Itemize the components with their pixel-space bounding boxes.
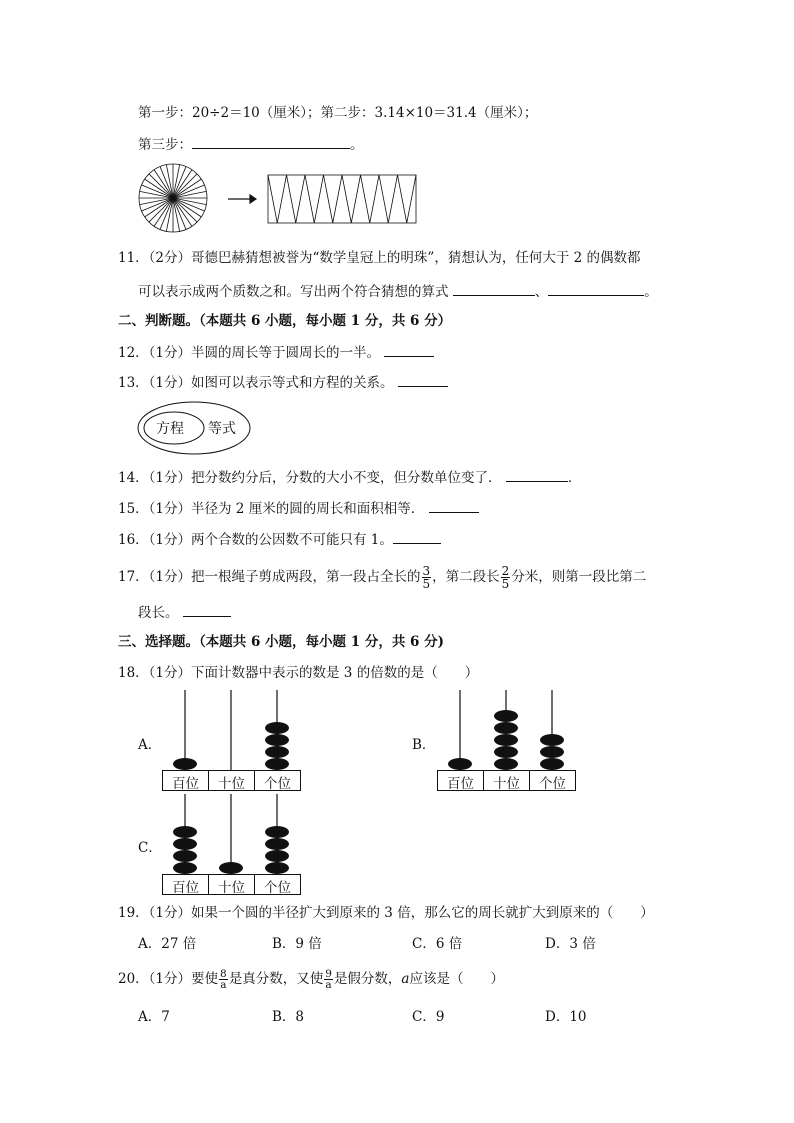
q11-blank-1 (453, 281, 535, 296)
q20-fraction-1: $\frac{8}{a}$ (220, 968, 227, 991)
q11-blank-2 (548, 281, 644, 296)
q18-option-c-label: C． (138, 840, 162, 856)
bead (173, 838, 197, 850)
inner-label: 方程 (156, 421, 184, 437)
abacus-a (162, 690, 304, 792)
q20-part4: 应该是（ ） (409, 971, 504, 987)
bead (173, 758, 197, 770)
q17-line2 (138, 602, 231, 623)
q20-part3: 是假分数， (333, 971, 402, 987)
bead (494, 746, 518, 758)
q18-option-a-label: A． (138, 737, 162, 753)
bead (265, 758, 289, 770)
place-ones: 个位 (264, 880, 291, 896)
q20-fraction-2: $\frac{9}{a}$ (325, 968, 332, 991)
q17-line2-text: 段长。 (138, 605, 179, 621)
outer-label: 等式 (208, 421, 236, 437)
sector-line (173, 198, 197, 222)
bead (173, 850, 197, 862)
bead (540, 746, 564, 758)
circle-cut-figure (138, 163, 438, 239)
q10-step3-label: 第三步： (138, 137, 192, 153)
q17-line1 (118, 565, 646, 590)
sector-line (149, 198, 173, 222)
place-tens: 十位 (493, 776, 520, 792)
q19-option-a[interactable]: A．27 倍 (138, 936, 197, 952)
q20-text (118, 966, 504, 992)
bead (265, 838, 289, 850)
q12-text: 12．（1分）半圆的周长等于圆周长的一半。 (118, 345, 381, 361)
q20-option-d[interactable]: D．10 (545, 1009, 587, 1025)
q19-option-b[interactable]: B．9 倍 (272, 936, 322, 952)
sector-line (173, 174, 197, 198)
section2-title: 二、判断题。（本题共 6 小题，每小题 1 分，共 6 分） (118, 313, 452, 329)
q17-fraction-2: $\frac{2}{5}$ (501, 564, 510, 591)
bead (173, 862, 197, 874)
bead (265, 826, 289, 838)
q16 (118, 529, 441, 550)
strip-zigzag (268, 175, 416, 223)
q15 (118, 498, 479, 519)
q15-text: 15．（1分）半径为 2 厘米的圆的周长和面积相等． (118, 501, 425, 517)
bead (448, 758, 472, 770)
sector-line (149, 174, 173, 198)
q11-line1: 11．（2分）哥德巴赫猜想被誉为“数学皇冠上的明珠”，猜想认为，任何大于 2 的偶数都 (118, 250, 641, 266)
q17-fraction-1: $\frac{3}{5}$ (422, 564, 431, 591)
q10-answer-blank (192, 134, 350, 149)
q11-end: 。 (644, 284, 658, 300)
q17-part1: 17．（1分）把一根绳子剪成两段，第一段占全长的 (118, 569, 421, 585)
q20-part1: 20．（1分）要使 (118, 971, 219, 987)
q17-part2: ，第二段长 (432, 569, 500, 585)
bead (265, 862, 289, 874)
q13-text: 13．（1分）如图可以表示等式和方程的关系。 (118, 375, 394, 391)
q14-end: ． (567, 470, 582, 486)
bead (219, 862, 243, 874)
place-hundreds: 百位 (172, 776, 199, 792)
bead (494, 734, 518, 746)
q20-part2: 是真分数，又使 (228, 971, 324, 987)
q20-option-b[interactable]: B．8 (272, 1009, 305, 1025)
bead (540, 758, 564, 770)
q20-variable: a (401, 971, 410, 987)
section3-title: 三、选择题。（本题共 6 小题，每小题 1 分，共 6 分) (118, 634, 445, 650)
bead (265, 746, 289, 758)
abacus-b (437, 690, 579, 792)
q17-part3: 分米，则第一段比第二 (511, 569, 647, 585)
place-ones: 个位 (264, 776, 291, 792)
q14-text: 14．（1分）把分数约分后，分数的大小不变，但分数单位变了． (118, 470, 502, 486)
q20-option-c[interactable]: C．9 (412, 1009, 445, 1025)
rearranged-strip (268, 175, 416, 223)
q14 (118, 467, 581, 488)
place-tens: 十位 (218, 776, 245, 792)
q19-option-d[interactable]: D．3 倍 (545, 936, 596, 952)
q16-blank (393, 529, 441, 544)
bead (265, 722, 289, 734)
sector-circle (139, 164, 207, 232)
bead (494, 722, 518, 734)
q11-text: 可以表示成两个质数之和。写出两个符合猜想的算式 (138, 284, 449, 300)
q13 (118, 372, 448, 393)
bead (540, 734, 564, 746)
abacus-c (162, 794, 304, 896)
bead (265, 734, 289, 746)
q19-text: 19．（1分）如果一个圆的半径扩大到原来的 3 倍，那么它的周长就扩大到原来的（ ） (118, 905, 654, 921)
bead (494, 758, 518, 770)
bead (173, 826, 197, 838)
arrow-icon (228, 195, 256, 203)
q16-text: 16．（1分）两个合数的公因数不可能只有 1。 (118, 532, 393, 548)
place-hundreds: 百位 (172, 880, 199, 896)
strip-outline (268, 175, 416, 223)
q18-text: 18．（1分）下面计数器中表示的数是 3 的倍数的是（ ） (118, 665, 479, 681)
q10-step3: 第三步： 。 (138, 134, 364, 155)
q20-option-a[interactable]: A．7 (138, 1009, 170, 1025)
equation-diagram (136, 401, 254, 461)
bead (265, 850, 289, 862)
q14-blank (506, 467, 568, 482)
q11-sep: 、 (534, 284, 549, 300)
q10-step12: 第一步：20÷2＝10（厘米）；第二步：3.14×10＝31.4（厘米）； (138, 105, 538, 121)
q19-option-c[interactable]: C．6 倍 (412, 936, 463, 952)
place-hundreds: 百位 (447, 776, 474, 792)
place-ones: 个位 (539, 776, 566, 792)
q17-blank (183, 602, 231, 617)
q12 (118, 342, 434, 363)
bead (494, 710, 518, 722)
q15-blank (429, 498, 479, 513)
place-tens: 十位 (218, 880, 245, 896)
q13-blank (398, 372, 448, 387)
q11-line2 (138, 281, 658, 302)
q12-blank (384, 342, 434, 357)
q18-option-b-label: B． (412, 737, 436, 753)
